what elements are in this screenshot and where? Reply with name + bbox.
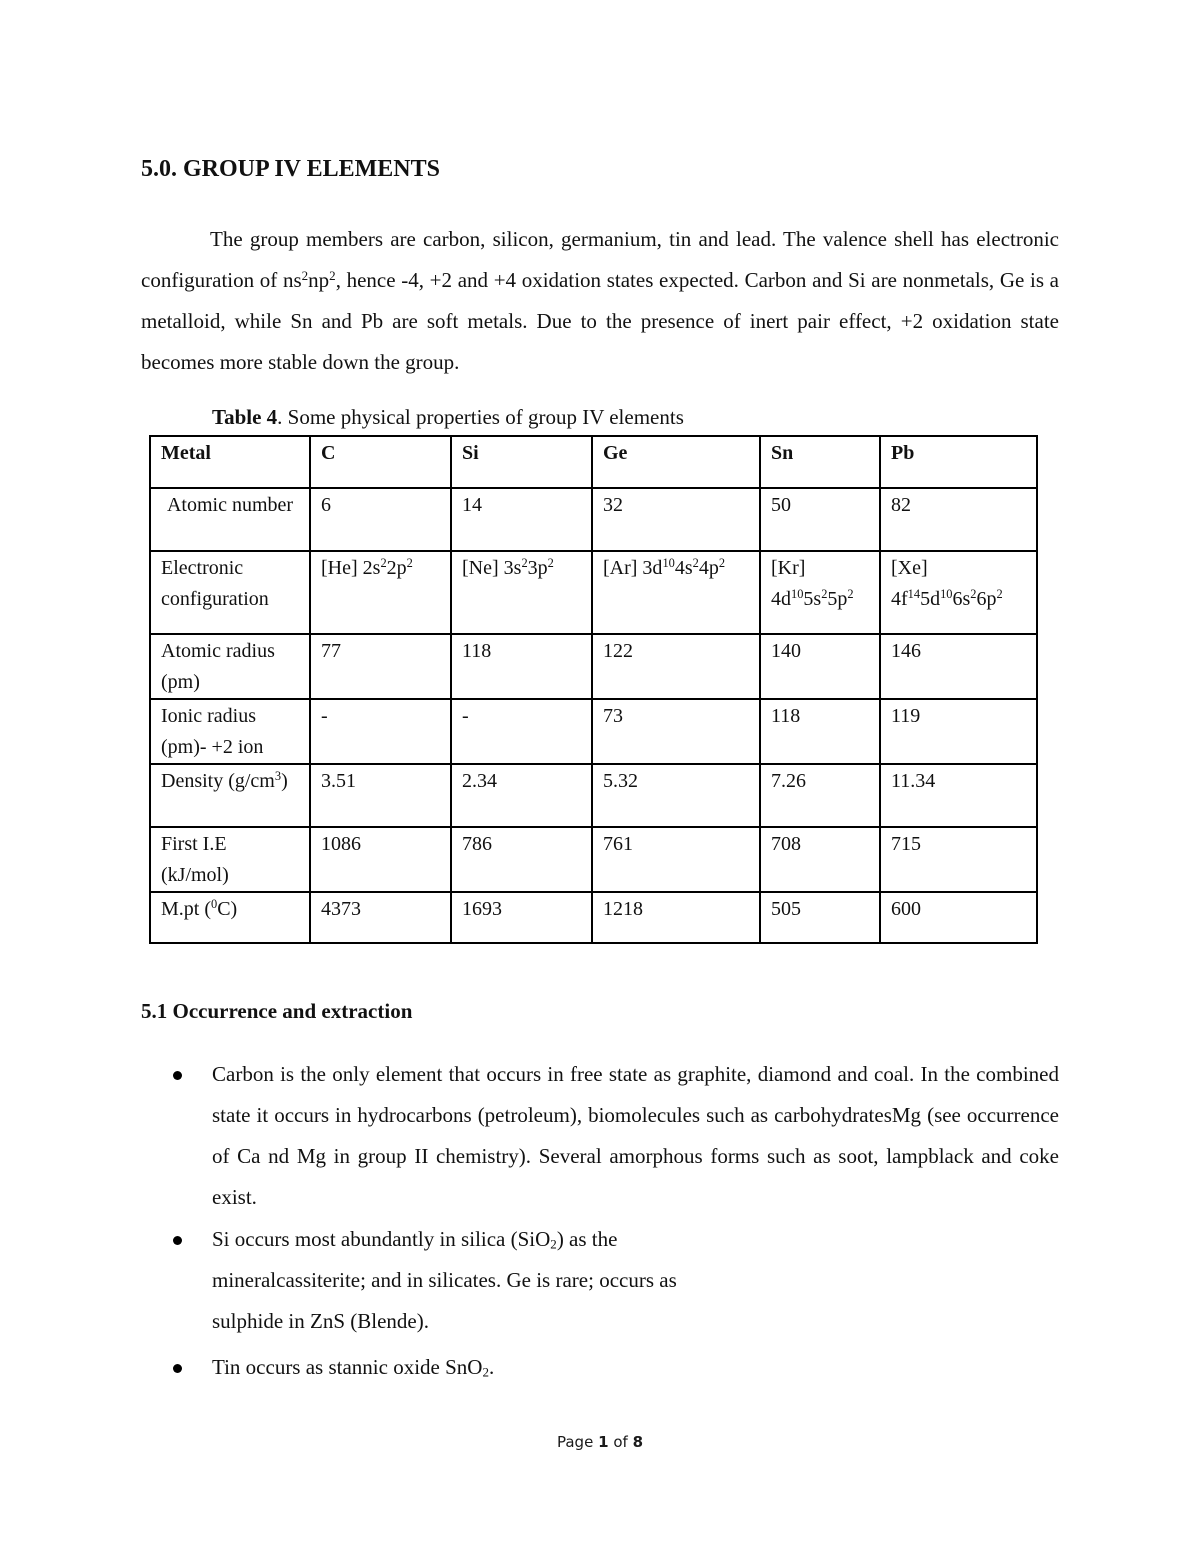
table-header-cell: Sn bbox=[760, 436, 880, 488]
table-cell: [Kr] $4d^{10}5s^25p^2$ bbox=[760, 551, 880, 634]
table-header-cell: Pb bbox=[880, 436, 1037, 488]
table-cell: [Xe] $4f^{14}5d^{10}6s^26p^2$ bbox=[880, 551, 1037, 634]
table-cell: [Ne] $3s^23p^2$ bbox=[451, 551, 592, 634]
table-cell: 82 bbox=[880, 488, 1037, 551]
superscript: 2 bbox=[329, 267, 336, 283]
table-row bbox=[150, 764, 1037, 827]
page-number-footer: Page 1 of 8 bbox=[556, 1433, 643, 1451]
table-row bbox=[150, 551, 1037, 634]
table-header-cell: Metal bbox=[150, 436, 310, 488]
row-label: Ionic radius (pm)- +2 ion bbox=[150, 699, 310, 764]
table-cell: 146 bbox=[880, 634, 1037, 699]
table-row bbox=[150, 827, 1037, 892]
table-row bbox=[150, 634, 1037, 699]
table-caption bbox=[212, 405, 684, 430]
table-cell: [He] $2s^22p^2$ bbox=[310, 551, 451, 634]
table-cell: 32 bbox=[592, 488, 760, 551]
table-cell: 118 bbox=[451, 634, 592, 699]
table-cell: 1218 bbox=[592, 892, 760, 943]
table-cell: 119 bbox=[880, 699, 1037, 764]
intro-text-part: , hence -4, +2 and +4 oxidation states expected. Carbon and Si are nonmetals, Ge is a metalloid, while Sn and Pb are soft metals. Due to the presence of inert pair effect, +2 oxidation state becomes more stable down the group. bbox=[141, 268, 1060, 374]
table-header-cell: Si bbox=[451, 436, 592, 488]
table-cell: 1086 bbox=[310, 827, 451, 892]
table-cell: 118 bbox=[760, 699, 880, 764]
row-label: First I.E (kJ/mol) bbox=[150, 827, 310, 892]
table-cell: 2.34 bbox=[451, 764, 592, 827]
table-header-cell: C bbox=[310, 436, 451, 488]
table-cell: - bbox=[310, 699, 451, 764]
list-item-text: Si occurs most abundantly in silica (SiO$_2$) as the mineralcassiterite; and in silicates. Ge is rare; occurs as sulphide in ZnS (Blende). bbox=[212, 1227, 677, 1333]
list-item bbox=[141, 1054, 1059, 1218]
row-label: Electronic configuration bbox=[150, 551, 310, 634]
intro-text-part: The group members are carbon, silicon, germanium, tin and lead. The valence shell has electronic configuration of ns bbox=[141, 227, 1059, 292]
table-cell: 140 bbox=[760, 634, 880, 699]
row-label: Atomic radius (pm) bbox=[150, 634, 310, 699]
intro-paragraph bbox=[141, 219, 1059, 383]
row-label: Atomic number bbox=[150, 488, 310, 551]
occurrence-list bbox=[141, 1054, 1059, 1388]
table-cell: 14 bbox=[451, 488, 592, 551]
subsection-heading: 5.1 Occurrence and extraction bbox=[141, 999, 413, 1023]
table-cell: 708 bbox=[760, 827, 880, 892]
superscript: 2 bbox=[301, 267, 309, 283]
table-cell: 11.34 bbox=[880, 764, 1037, 827]
table-cell: 1693 bbox=[451, 892, 592, 943]
table-row bbox=[150, 892, 1037, 943]
table-cell: [Ar] $3d^{10}4s^24p^2$ bbox=[592, 551, 760, 634]
table-cell: 505 bbox=[760, 892, 880, 943]
table-cell: 6 bbox=[310, 488, 451, 551]
list-item bbox=[141, 1219, 1059, 1345]
table-cell: 786 bbox=[451, 827, 592, 892]
table-caption-text: . Some physical properties of group IV elements bbox=[277, 405, 684, 429]
table-header-cell: Ge bbox=[592, 436, 760, 488]
table-cell: 77 bbox=[310, 634, 451, 699]
table-cell: 4373 bbox=[310, 892, 451, 943]
table-cell: - bbox=[451, 699, 592, 764]
properties-table bbox=[149, 435, 1038, 944]
bullet-icon bbox=[173, 1236, 182, 1245]
table-cell: 600 bbox=[880, 892, 1037, 943]
table-cell: 3.51 bbox=[310, 764, 451, 827]
list-item-text: Tin occurs as stannic oxide SnO$_2$. bbox=[212, 1355, 495, 1380]
table-cell: 122 bbox=[592, 634, 760, 699]
table-cell: 715 bbox=[880, 827, 1037, 892]
row-label: M.pt ($^0$C) bbox=[150, 892, 310, 943]
table-cell: 761 bbox=[592, 827, 760, 892]
bullet-icon bbox=[173, 1364, 182, 1373]
intro-text-part: np bbox=[308, 268, 330, 292]
table-caption-label: Table 4 bbox=[212, 405, 278, 429]
list-item-text: Carbon is the only element that occurs in free state as graphite, diamond and coal. In the combined state it occurs in hydrocarbons (petroleum), biomolecules such as carbohydratesMg (see occurrence of Ca nd Mg in group II chemistry). Several amorphous forms such as soot, lampblack and coke exist. bbox=[212, 1062, 1059, 1209]
bullet-icon bbox=[173, 1071, 182, 1080]
table-cell: 5.32 bbox=[592, 764, 760, 827]
table-cell: 7.26 bbox=[760, 764, 880, 827]
table-header-row bbox=[150, 436, 1037, 488]
table-row bbox=[150, 488, 1037, 551]
table-cell: 73 bbox=[592, 699, 760, 764]
table-row bbox=[150, 699, 1037, 764]
list-item bbox=[141, 1347, 1059, 1388]
section-heading: 5.0. GROUP IV ELEMENTS bbox=[141, 156, 440, 182]
row-label: Density $(g/cm^3)$ bbox=[150, 764, 310, 827]
table-cell: 50 bbox=[760, 488, 880, 551]
